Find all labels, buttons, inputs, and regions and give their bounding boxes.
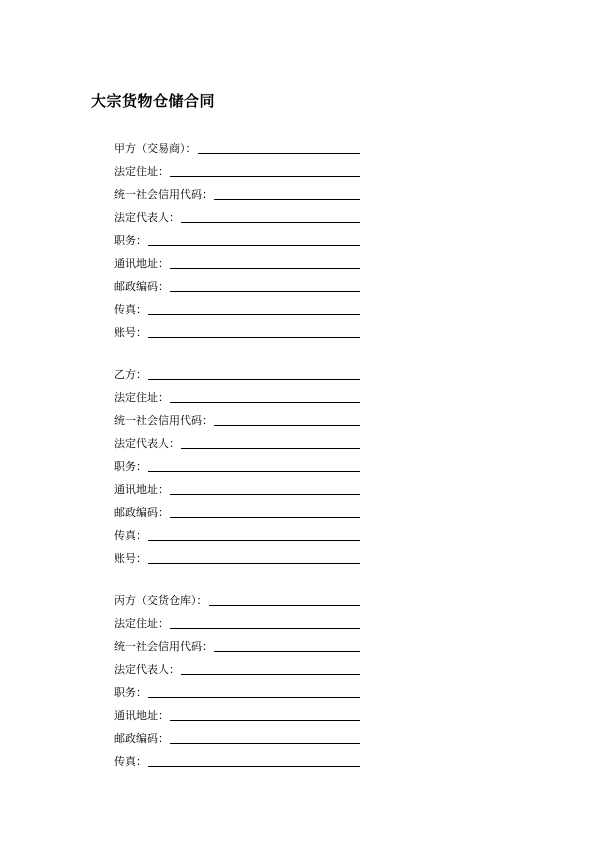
fill-in-line[interactable]: [181, 673, 360, 675]
field-label: 职务：: [114, 686, 147, 699]
party-b-legal-rep-field: [114, 429, 360, 452]
fill-in-line[interactable]: [198, 152, 361, 154]
fill-in-line[interactable]: [209, 604, 361, 606]
field-label: 邮政编码：: [114, 732, 169, 745]
fill-in-line[interactable]: [214, 198, 360, 200]
party-b-address-field: [114, 383, 360, 406]
field-label: 邮政编码：: [114, 280, 169, 293]
party-c-legal-rep-field: [114, 655, 360, 678]
field-label: 丙方（交货仓库）：: [114, 594, 208, 607]
fill-in-line[interactable]: [170, 267, 360, 269]
party-c-mailing-address-field: [114, 701, 360, 724]
fill-in-line[interactable]: [170, 401, 360, 403]
fill-in-line[interactable]: [148, 562, 360, 564]
fill-in-line[interactable]: [170, 493, 360, 495]
fill-in-line[interactable]: [148, 313, 360, 315]
party-c-fax-field: [114, 747, 360, 770]
field-label: 统一社会信用代码：: [114, 414, 213, 427]
field-label: 法定代表人：: [114, 211, 180, 224]
field-label: 职务：: [114, 234, 147, 247]
fill-in-line[interactable]: [148, 378, 360, 380]
party-a-position-field: [114, 226, 360, 249]
fill-in-line[interactable]: [170, 742, 360, 744]
fill-in-line[interactable]: [214, 650, 360, 652]
field-label: 甲方（交易商）：: [114, 142, 197, 155]
field-label: 法定代表人：: [114, 663, 180, 676]
party-c-address-field: [114, 609, 360, 632]
fill-in-line[interactable]: [170, 290, 360, 292]
fill-in-line[interactable]: [170, 516, 360, 518]
field-label: 传真：: [114, 529, 147, 542]
fill-in-line[interactable]: [170, 627, 360, 629]
field-label: 法定住址：: [114, 165, 169, 178]
field-label: 法定住址：: [114, 617, 169, 630]
fill-in-line[interactable]: [214, 424, 360, 426]
field-label: 职务：: [114, 460, 147, 473]
party-b-position-field: [114, 452, 360, 475]
party-b-section: [114, 360, 360, 567]
party-b-name-field: [114, 360, 360, 383]
party-a-account-field: [114, 318, 360, 341]
field-label: 法定代表人：: [114, 437, 180, 450]
fill-in-line[interactable]: [148, 765, 360, 767]
party-a-mailing-address-field: [114, 249, 360, 272]
party-c-name-field: [114, 586, 360, 609]
fill-in-line[interactable]: [148, 244, 360, 246]
party-b-mailing-address-field: [114, 475, 360, 498]
fill-in-line[interactable]: [170, 175, 360, 177]
field-label: 传真：: [114, 755, 147, 768]
party-a-name-field: [114, 134, 360, 157]
party-a-fax-field: [114, 295, 360, 318]
fill-in-line[interactable]: [181, 221, 360, 223]
party-b-fax-field: [114, 521, 360, 544]
party-a-address-field: [114, 157, 360, 180]
party-c-postal-code-field: [114, 724, 360, 747]
party-a-credit-code-field: [114, 180, 360, 203]
party-b-postal-code-field: [114, 498, 360, 521]
fill-in-line[interactable]: [170, 719, 360, 721]
field-label: 统一社会信用代码：: [114, 640, 213, 653]
fill-in-line[interactable]: [148, 696, 360, 698]
field-label: 统一社会信用代码：: [114, 188, 213, 201]
fill-in-line[interactable]: [148, 336, 360, 338]
party-a-postal-code-field: [114, 272, 360, 295]
field-label: 通讯地址：: [114, 257, 169, 270]
field-label: 邮政编码：: [114, 506, 169, 519]
field-label: 通讯地址：: [114, 709, 169, 722]
field-label: 传真：: [114, 303, 147, 316]
field-label: 通讯地址：: [114, 483, 169, 496]
party-b-credit-code-field: [114, 406, 360, 429]
fill-in-line[interactable]: [181, 447, 360, 449]
field-label: 账号：: [114, 326, 147, 339]
party-c-credit-code-field: [114, 632, 360, 655]
party-c-section: [114, 586, 360, 770]
fill-in-line[interactable]: [148, 539, 360, 541]
field-label: 乙方：: [114, 368, 147, 381]
field-label: 账号：: [114, 552, 147, 565]
party-a-legal-rep-field: [114, 203, 360, 226]
field-label: 法定住址：: [114, 391, 169, 404]
party-c-position-field: [114, 678, 360, 701]
party-b-account-field: [114, 544, 360, 567]
fill-in-line[interactable]: [148, 470, 360, 472]
party-a-section: [114, 134, 360, 341]
document-title: 大宗货物仓储合同: [91, 92, 216, 110]
